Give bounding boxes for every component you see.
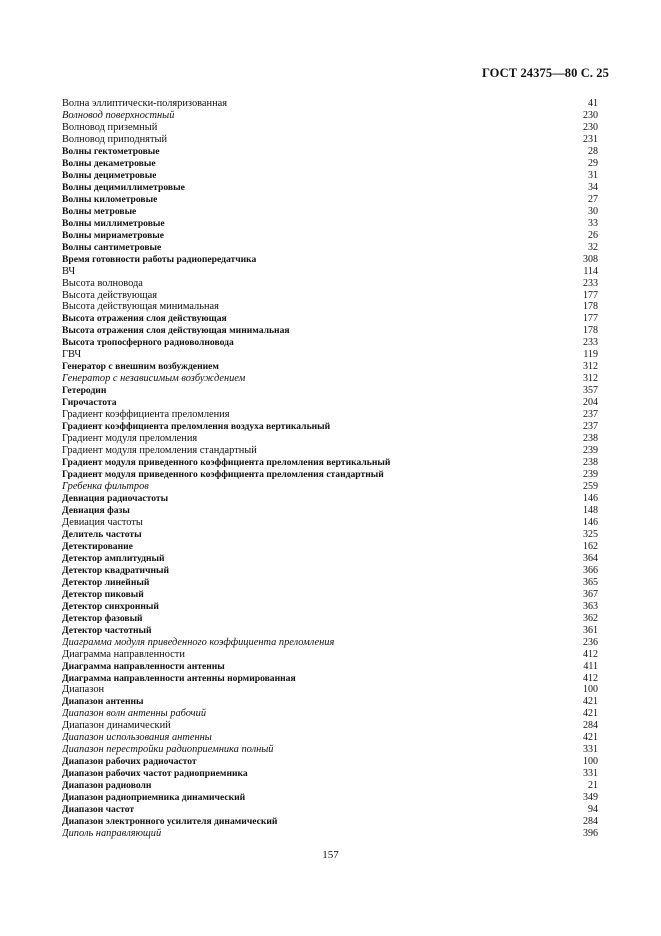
index-page-ref: 148 [583, 504, 598, 516]
index-term: Волны децимиллиметровые [62, 181, 185, 193]
index-term: Градиент коэффициента преломления [62, 409, 230, 421]
index-term: Детектор линейный [62, 576, 150, 588]
index-term: Высота отражения слоя действующая минимальная [62, 325, 290, 337]
index-entry [62, 433, 598, 445]
index-entry [62, 206, 598, 218]
index-page-ref: 396 [583, 828, 598, 840]
index-page-ref: 361 [583, 624, 598, 636]
index-entry [62, 625, 598, 637]
index-entry [62, 613, 598, 625]
index-entry [62, 122, 598, 134]
index-entry [62, 146, 598, 158]
index-entry [62, 313, 598, 325]
index-page-ref: 114 [583, 265, 598, 277]
index-term: Диапазон [62, 684, 105, 696]
index-page-ref: 33 [588, 217, 598, 229]
index-page-ref: 421 [583, 708, 598, 720]
index-entry [62, 337, 598, 349]
index-term: Волновод приземный [62, 121, 158, 133]
index-page-ref: 284 [583, 816, 598, 828]
index-entry [62, 301, 598, 313]
index-page-ref: 204 [583, 397, 598, 409]
index-page-ref: 412 [583, 672, 598, 684]
index-term: Детектор фазовый [62, 612, 143, 624]
index-entry [62, 541, 598, 553]
index-page-ref: 237 [583, 421, 598, 433]
index-page-ref: 178 [583, 301, 598, 313]
index-entry [62, 589, 598, 601]
index-term: Диапазон динамический [62, 720, 171, 732]
index-term: Волны метровые [62, 205, 137, 217]
index-page-ref: 411 [583, 660, 598, 672]
index-entry [62, 421, 598, 433]
index-page-ref: 28 [588, 145, 598, 157]
index-page-ref: 312 [583, 373, 598, 385]
index-page-ref: 284 [583, 720, 598, 732]
page-number: 157 [322, 849, 339, 861]
index-term: Градиент модуля преломления [62, 433, 198, 445]
index-entry [62, 828, 598, 840]
index-term: ГВЧ [62, 349, 82, 361]
index-term: Высота отражения слоя действующая [62, 313, 227, 325]
index-entry [62, 230, 598, 242]
index-term: Детектирование [62, 540, 133, 552]
index-term: Волновод поверхностный [62, 109, 175, 121]
index-term: Детектор синхронный [62, 600, 159, 612]
index-term: Высота волновода [62, 277, 143, 289]
index-term: Детектор квадратичный [62, 564, 170, 576]
index-term: Делитель частоты [62, 528, 142, 540]
index-page-ref: 259 [583, 481, 598, 492]
index-page-ref: 233 [583, 277, 598, 289]
index-page-ref: 27 [588, 193, 598, 205]
index-term: Высота тропосферного радиоволновода [62, 337, 234, 349]
index-term: Волны километровые [62, 193, 158, 205]
index-entry [62, 134, 598, 146]
index-term: Диапазон использования антенны [62, 732, 212, 744]
index-entry [62, 170, 598, 182]
index-entry [62, 373, 598, 385]
index-page-ref: 362 [583, 612, 598, 624]
index-term: Волны дециметровые [62, 169, 157, 181]
index-term: Генератор с внешним возбуждением [62, 361, 219, 373]
index-page-ref: 238 [583, 457, 598, 469]
index-page-ref: 237 [583, 409, 598, 421]
index-page-ref: 177 [583, 289, 598, 301]
index-entry [62, 505, 598, 517]
index-term: Диапазон рабочих радиочастот [62, 756, 197, 768]
index-page-ref: 41 [588, 98, 598, 109]
index-term: Девиация радиочастоты [62, 492, 169, 504]
index-page-ref: 349 [583, 792, 598, 804]
index-entry [62, 756, 598, 768]
index-term: Волны мириаметровые [62, 229, 165, 241]
index-entry [62, 696, 598, 708]
index-entry [62, 744, 598, 756]
index-term: Градиент модуля приведенного коэффициента преломления стандартный [62, 469, 384, 481]
index-page-ref: 230 [583, 109, 598, 121]
index-page-ref: 34 [588, 181, 598, 193]
index-entry [62, 110, 598, 122]
index-term: ВЧ [62, 265, 76, 277]
index-entry [62, 445, 598, 457]
index-term: Диапазон волн антенны рабочий [62, 708, 207, 720]
page-header: ГОСТ 24375—80 С. 25 [481, 66, 609, 80]
index-term: Диапазон радиоволн [62, 780, 152, 792]
index-entry [62, 816, 598, 828]
index-page-ref: 94 [588, 804, 598, 816]
index-entry [62, 601, 598, 613]
index-entry [62, 218, 598, 230]
index-page-ref: 412 [583, 648, 598, 660]
index-term: Время готовности работы радиопередатчика [62, 253, 257, 265]
index-page-ref: 367 [583, 588, 598, 600]
index-page-ref: 421 [583, 696, 598, 708]
index-entry [62, 182, 598, 194]
index-entry [62, 661, 598, 673]
index-page-ref: 366 [583, 564, 598, 576]
index-page-ref: 100 [583, 756, 598, 768]
index-entry [62, 684, 598, 696]
index-term: Гирочастота [62, 397, 117, 409]
index-entry [62, 278, 598, 290]
index-term: Девиация частоты [62, 516, 143, 528]
index-page-ref: 146 [583, 516, 598, 528]
index-term: Волны гектометровые [62, 145, 160, 157]
index-entry [62, 266, 598, 278]
index-page-ref: 177 [583, 313, 598, 325]
index-entry [62, 158, 598, 170]
index-page-ref: 331 [583, 768, 598, 780]
index-page-ref: 239 [583, 469, 598, 481]
index-entry [62, 98, 598, 110]
index-term: Диаграмма модуля приведенного коэффициента преломления [62, 636, 335, 648]
index-term: Гребенка фильтров [62, 481, 149, 492]
index-page-ref: 363 [583, 600, 598, 612]
index-page-ref: 32 [588, 241, 598, 253]
index-term: Волны декаметровые [62, 157, 156, 169]
index-term: Градиент модуля преломления стандартный [62, 445, 257, 457]
index-page-ref: 308 [583, 253, 598, 265]
index-entry [62, 194, 598, 206]
index-term: Диапазон частот [62, 804, 135, 816]
index-entry [62, 780, 598, 792]
index-page-ref: 421 [583, 732, 598, 744]
index-page-ref: 364 [583, 552, 598, 564]
index-term: Диапазон радиоприемника динамический [62, 792, 246, 804]
index-entry [62, 732, 598, 744]
index-term: Высота действующая минимальная [62, 301, 219, 313]
index-entry [62, 481, 598, 493]
index-term: Диапазон рабочих частот радиоприемника [62, 768, 248, 780]
index-entry [62, 553, 598, 565]
index-term: Волна эллиптически-поляризованная [62, 98, 228, 109]
index-entry [62, 768, 598, 780]
index-page-ref: 178 [583, 325, 598, 337]
index-entry [62, 385, 598, 397]
index-entry [62, 361, 598, 373]
index-page-ref: 162 [583, 540, 598, 552]
index-term: Высота действующая [62, 289, 157, 301]
index-page-ref: 331 [583, 744, 598, 756]
index-entry [62, 649, 598, 661]
index-term: Диапазон антенны [62, 696, 144, 708]
index-entry [62, 493, 598, 505]
index-entry [62, 565, 598, 577]
index-entry [62, 673, 598, 685]
index-page-ref: 100 [583, 684, 598, 696]
index-page-ref: 21 [588, 780, 598, 792]
index-term: Волновод приподнятый [62, 133, 168, 145]
index-page-ref: 29 [588, 157, 598, 169]
index-entry [62, 290, 598, 302]
index-entry [62, 804, 598, 816]
index-page-ref: 233 [583, 337, 598, 349]
index-entry [62, 517, 598, 529]
index-page-ref: 239 [583, 445, 598, 457]
index-term: Диапазон перестройки радиоприемника полный [62, 744, 274, 756]
index-term: Девиация фазы [62, 504, 130, 516]
index-term: Диаграмма направленности антенны [62, 660, 225, 672]
index-term: Диапазон электронного усилителя динамический [62, 816, 278, 828]
index-entry [62, 637, 598, 649]
index-term: Волны сантиметровые [62, 241, 162, 253]
index-entry [62, 792, 598, 804]
index-page-ref: 312 [583, 361, 598, 373]
index-page-ref: 26 [588, 229, 598, 241]
index-entry [62, 708, 598, 720]
index-entry [62, 469, 598, 481]
index-entry [62, 457, 598, 469]
index-entry [62, 254, 598, 266]
index-page-ref: 365 [583, 576, 598, 588]
term-index-list [62, 98, 598, 840]
index-page-ref: 325 [583, 528, 598, 540]
index-page-ref: 146 [583, 492, 598, 504]
index-entry [62, 325, 598, 337]
index-page-ref: 231 [583, 133, 598, 145]
index-page-ref: 236 [583, 636, 598, 648]
index-term: Гетеродин [62, 385, 107, 397]
index-term: Диаграмма направленности [62, 648, 185, 660]
index-entry [62, 242, 598, 254]
index-term: Градиент модуля приведенного коэффициента преломления вертикальный [62, 457, 391, 469]
index-page-ref: 238 [583, 433, 598, 445]
index-term: Диполь направляющий [62, 828, 162, 840]
index-term: Градиент коэффициента преломления воздуха вертикальный [62, 421, 331, 433]
index-entry [62, 529, 598, 541]
index-entry [62, 409, 598, 421]
index-entry [62, 577, 598, 589]
index-page-ref: 357 [583, 385, 598, 397]
index-page-ref: 31 [588, 169, 598, 181]
index-term: Волны миллиметровые [62, 217, 165, 229]
index-term: Диаграмма направленности антенны нормированная [62, 672, 296, 684]
index-page-ref: 230 [583, 121, 598, 133]
index-term: Детектор пиковый [62, 588, 144, 600]
index-term: Детектор частотный [62, 624, 152, 636]
index-entry [62, 349, 598, 361]
index-entry [62, 397, 598, 409]
index-entry [62, 720, 598, 732]
index-term: Генератор с независимым возбуждением [62, 373, 246, 385]
index-page-ref: 30 [588, 205, 598, 217]
index-term: Детектор амплитудный [62, 552, 165, 564]
index-page-ref: 119 [583, 349, 598, 361]
